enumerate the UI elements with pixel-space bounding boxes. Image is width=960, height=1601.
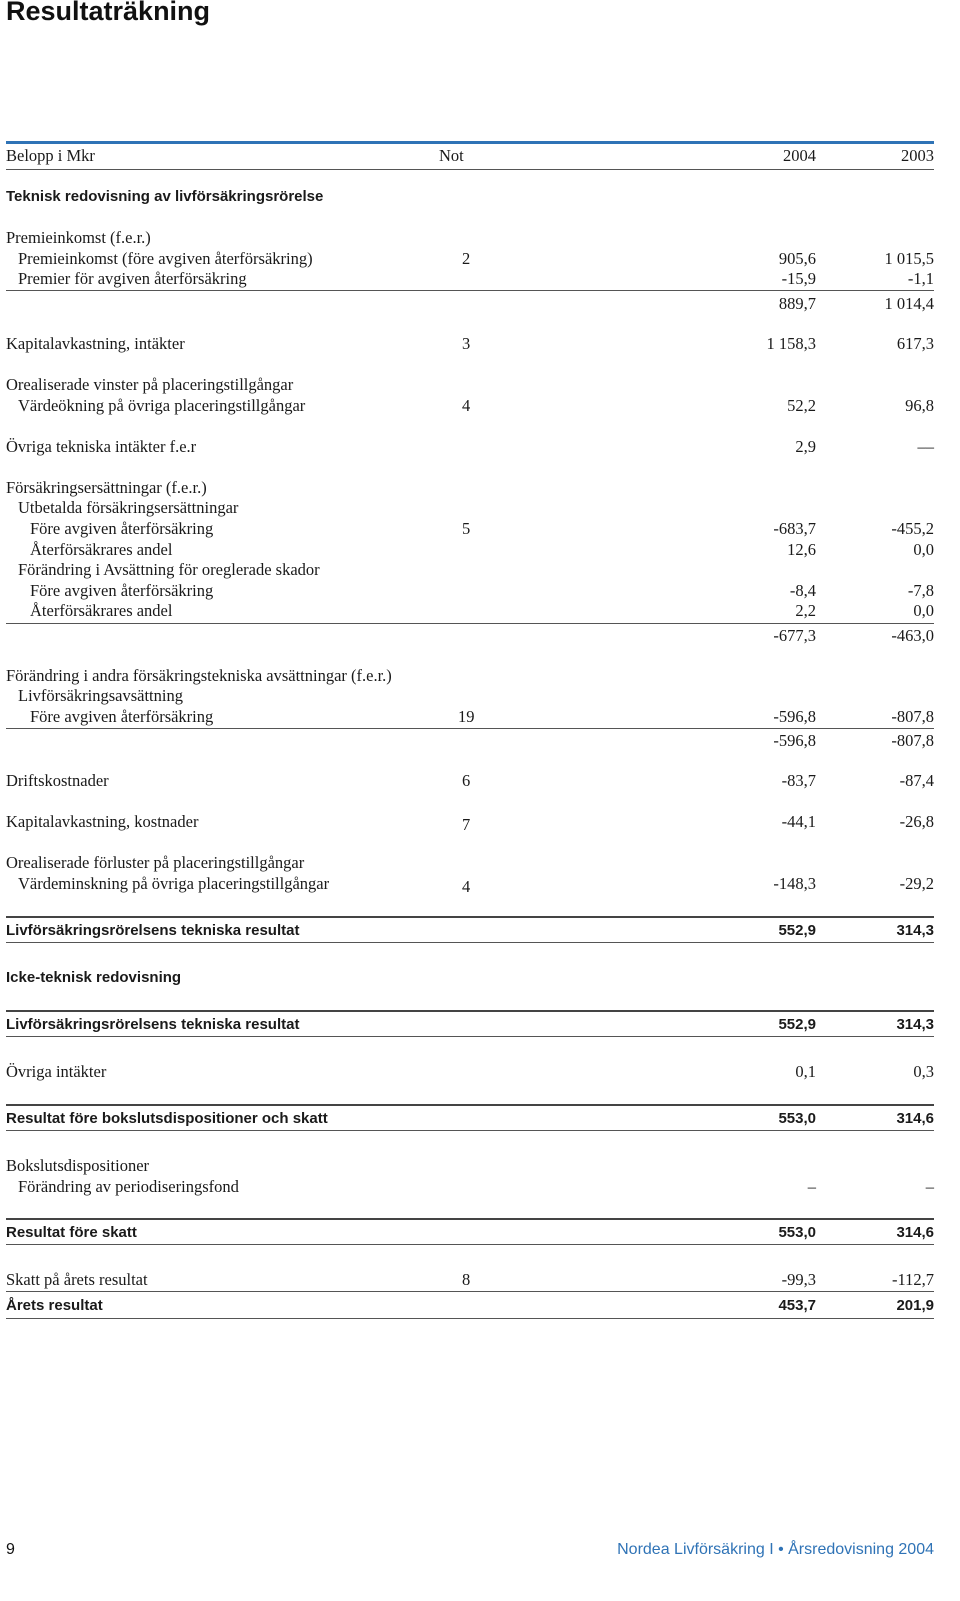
row-label: Kapitalavkastning, kostnader: [6, 812, 199, 831]
row-value-2004: 453,7: [778, 1297, 816, 1314]
row-label: Resultat före bokslutsdispositioner och skatt: [6, 1110, 328, 1127]
row-note: 6: [462, 771, 471, 790]
footer-title: Nordea Livförsäkring I • Årsredovisning 2004: [617, 1541, 934, 1558]
row-value-2003: 0,0: [913, 601, 934, 620]
row-note: 19: [458, 707, 475, 726]
divider: [6, 1291, 934, 1292]
row-value-2004: -83,7: [781, 771, 816, 790]
row-label: Premier för avgiven återförsäkring: [18, 269, 247, 288]
row-note: 5: [462, 519, 471, 538]
row-label: Förändring av periodiseringsfond: [18, 1177, 239, 1196]
row-label: Värdeminskning på övriga placeringstillgångar: [18, 874, 330, 893]
row-value-2003: -1,1: [907, 269, 934, 288]
row-label: Före avgiven återförsäkring: [30, 581, 214, 600]
page-number: 9: [6, 1541, 15, 1558]
row-label: Livförsäkringsavsättning: [18, 686, 183, 705]
row-value-2003: 96,8: [905, 396, 934, 415]
row-value-2004: -99,3: [781, 1270, 816, 1289]
row-value-2003: -29,2: [899, 874, 934, 893]
row-value-2003: 0,3: [913, 1062, 934, 1081]
row-value-2003: 201,9: [896, 1297, 934, 1314]
row-value-2004: -677,3: [773, 626, 816, 645]
row-value-2004: 52,2: [787, 396, 816, 415]
row-label: Årets resultat: [6, 1297, 103, 1314]
row-label: Kapitalavkastning, intäkter: [6, 334, 185, 353]
row-label: Förändring i andra försäkringstekniska avsättningar (f.e.r.): [6, 666, 392, 685]
divider: [6, 1010, 934, 1012]
row-value-2003: -87,4: [899, 771, 934, 790]
row-value-2004: 553,0: [778, 1110, 816, 1127]
divider: [6, 1318, 934, 1319]
row-value-2004: -683,7: [773, 519, 816, 538]
header-rule: [6, 141, 934, 144]
row-label: Övriga tekniska intäkter f.e.r: [6, 437, 197, 456]
row-value-2003: 314,6: [896, 1224, 934, 1241]
column-header-2004: 2004: [783, 146, 816, 165]
row-value-2004: 553,0: [778, 1224, 816, 1241]
divider: [6, 1218, 934, 1220]
row-value-2003: -807,8: [891, 731, 934, 750]
row-value-2004: 2,9: [795, 437, 816, 456]
divider: [6, 728, 934, 729]
row-value-2003: 314,3: [896, 922, 934, 939]
row-value-2004: -8,4: [789, 581, 816, 600]
row-value-2004: 2,2: [795, 601, 816, 620]
row-label: Försäkringsersättningar (f.e.r.): [6, 478, 207, 497]
row-note: 2: [462, 249, 471, 268]
row-label: Teknisk redovisning av livförsäkringsrörelse: [6, 188, 324, 205]
row-value-2004: 552,9: [778, 1016, 816, 1033]
divider: [6, 290, 934, 291]
row-value-2003: 1 015,5: [884, 249, 934, 268]
row-note: 8: [462, 1270, 471, 1289]
divider: [6, 916, 934, 918]
row-value-2004: 0,1: [795, 1062, 816, 1081]
divider: [6, 623, 934, 624]
row-value-2003: 314,3: [896, 1016, 934, 1033]
row-value-2004: -44,1: [781, 812, 816, 831]
row-label: Förändring i Avsättning för oreglerade skador: [18, 560, 320, 579]
row-label: Livförsäkringsrörelsens tekniska resultat: [6, 1016, 300, 1033]
column-header-2003: 2003: [901, 146, 934, 165]
row-value-2003: 314,6: [896, 1110, 934, 1127]
row-value-2003: -463,0: [891, 626, 934, 645]
row-value-2004: 905,6: [778, 249, 816, 268]
row-value-2004: 12,6: [787, 540, 816, 559]
row-note: 4: [462, 396, 471, 415]
row-note: 3: [462, 334, 471, 353]
row-value-2003: -807,8: [891, 707, 934, 726]
row-value-2004: 889,7: [778, 294, 816, 313]
divider: [6, 1036, 934, 1037]
row-note: 7: [462, 815, 471, 834]
row-value-2004: –: [807, 1177, 816, 1196]
row-label: Övriga intäkter: [6, 1062, 107, 1081]
row-value-2003: -7,8: [907, 581, 934, 600]
row-label: Orealiserade förluster på placeringstillgångar: [6, 853, 305, 872]
row-label: Livförsäkringsrörelsens tekniska resultat: [6, 922, 300, 939]
row-label: Före avgiven återförsäkring: [30, 519, 214, 538]
row-label: Resultat före skatt: [6, 1224, 137, 1241]
row-label: Återförsäkrares andel: [30, 601, 173, 620]
row-value-2003: 617,3: [896, 334, 934, 353]
row-label: Icke-teknisk redovisning: [6, 969, 182, 986]
row-label: Före avgiven återförsäkring: [30, 707, 214, 726]
row-value-2003: –: [925, 1177, 934, 1196]
row-value-2003: 1 014,4: [884, 294, 934, 313]
page-title: Resultaträkning: [6, 0, 211, 26]
row-label: Bokslutsdispositioner: [6, 1156, 150, 1175]
row-label: Värdeökning på övriga placeringstillgångar: [18, 396, 306, 415]
row-value-2003: ––: [917, 437, 934, 456]
divider: [6, 169, 934, 170]
row-note: 4: [462, 877, 471, 896]
divider: [6, 1104, 934, 1106]
row-value-2003: -26,8: [899, 812, 934, 831]
row-value-2003: -455,2: [891, 519, 934, 538]
row-label: Premieinkomst (f.e.r.): [6, 228, 151, 247]
row-label: Driftskostnader: [6, 771, 109, 790]
row-value-2003: 0,0: [913, 540, 934, 559]
row-value-2004: -596,8: [773, 707, 816, 726]
row-label: Utbetalda försäkringsersättningar: [18, 498, 239, 517]
column-header-note: Not: [439, 146, 464, 165]
row-value-2004: -15,9: [781, 269, 816, 288]
divider: [6, 1130, 934, 1131]
row-label: Skatt på årets resultat: [6, 1270, 148, 1289]
divider: [6, 1244, 934, 1245]
column-header-label: Belopp i Mkr: [6, 146, 95, 165]
row-label: Orealiserade vinster på placeringstillgångar: [6, 375, 294, 394]
divider: [6, 942, 934, 943]
row-value-2004: 552,9: [778, 922, 816, 939]
row-value-2004: -596,8: [773, 731, 816, 750]
row-value-2003: -112,7: [891, 1270, 934, 1289]
row-label: Premieinkomst (före avgiven återförsäkring): [18, 249, 313, 268]
row-value-2004: -148,3: [773, 874, 816, 893]
row-label: Återförsäkrares andel: [30, 540, 173, 559]
row-value-2004: 1 158,3: [766, 334, 816, 353]
